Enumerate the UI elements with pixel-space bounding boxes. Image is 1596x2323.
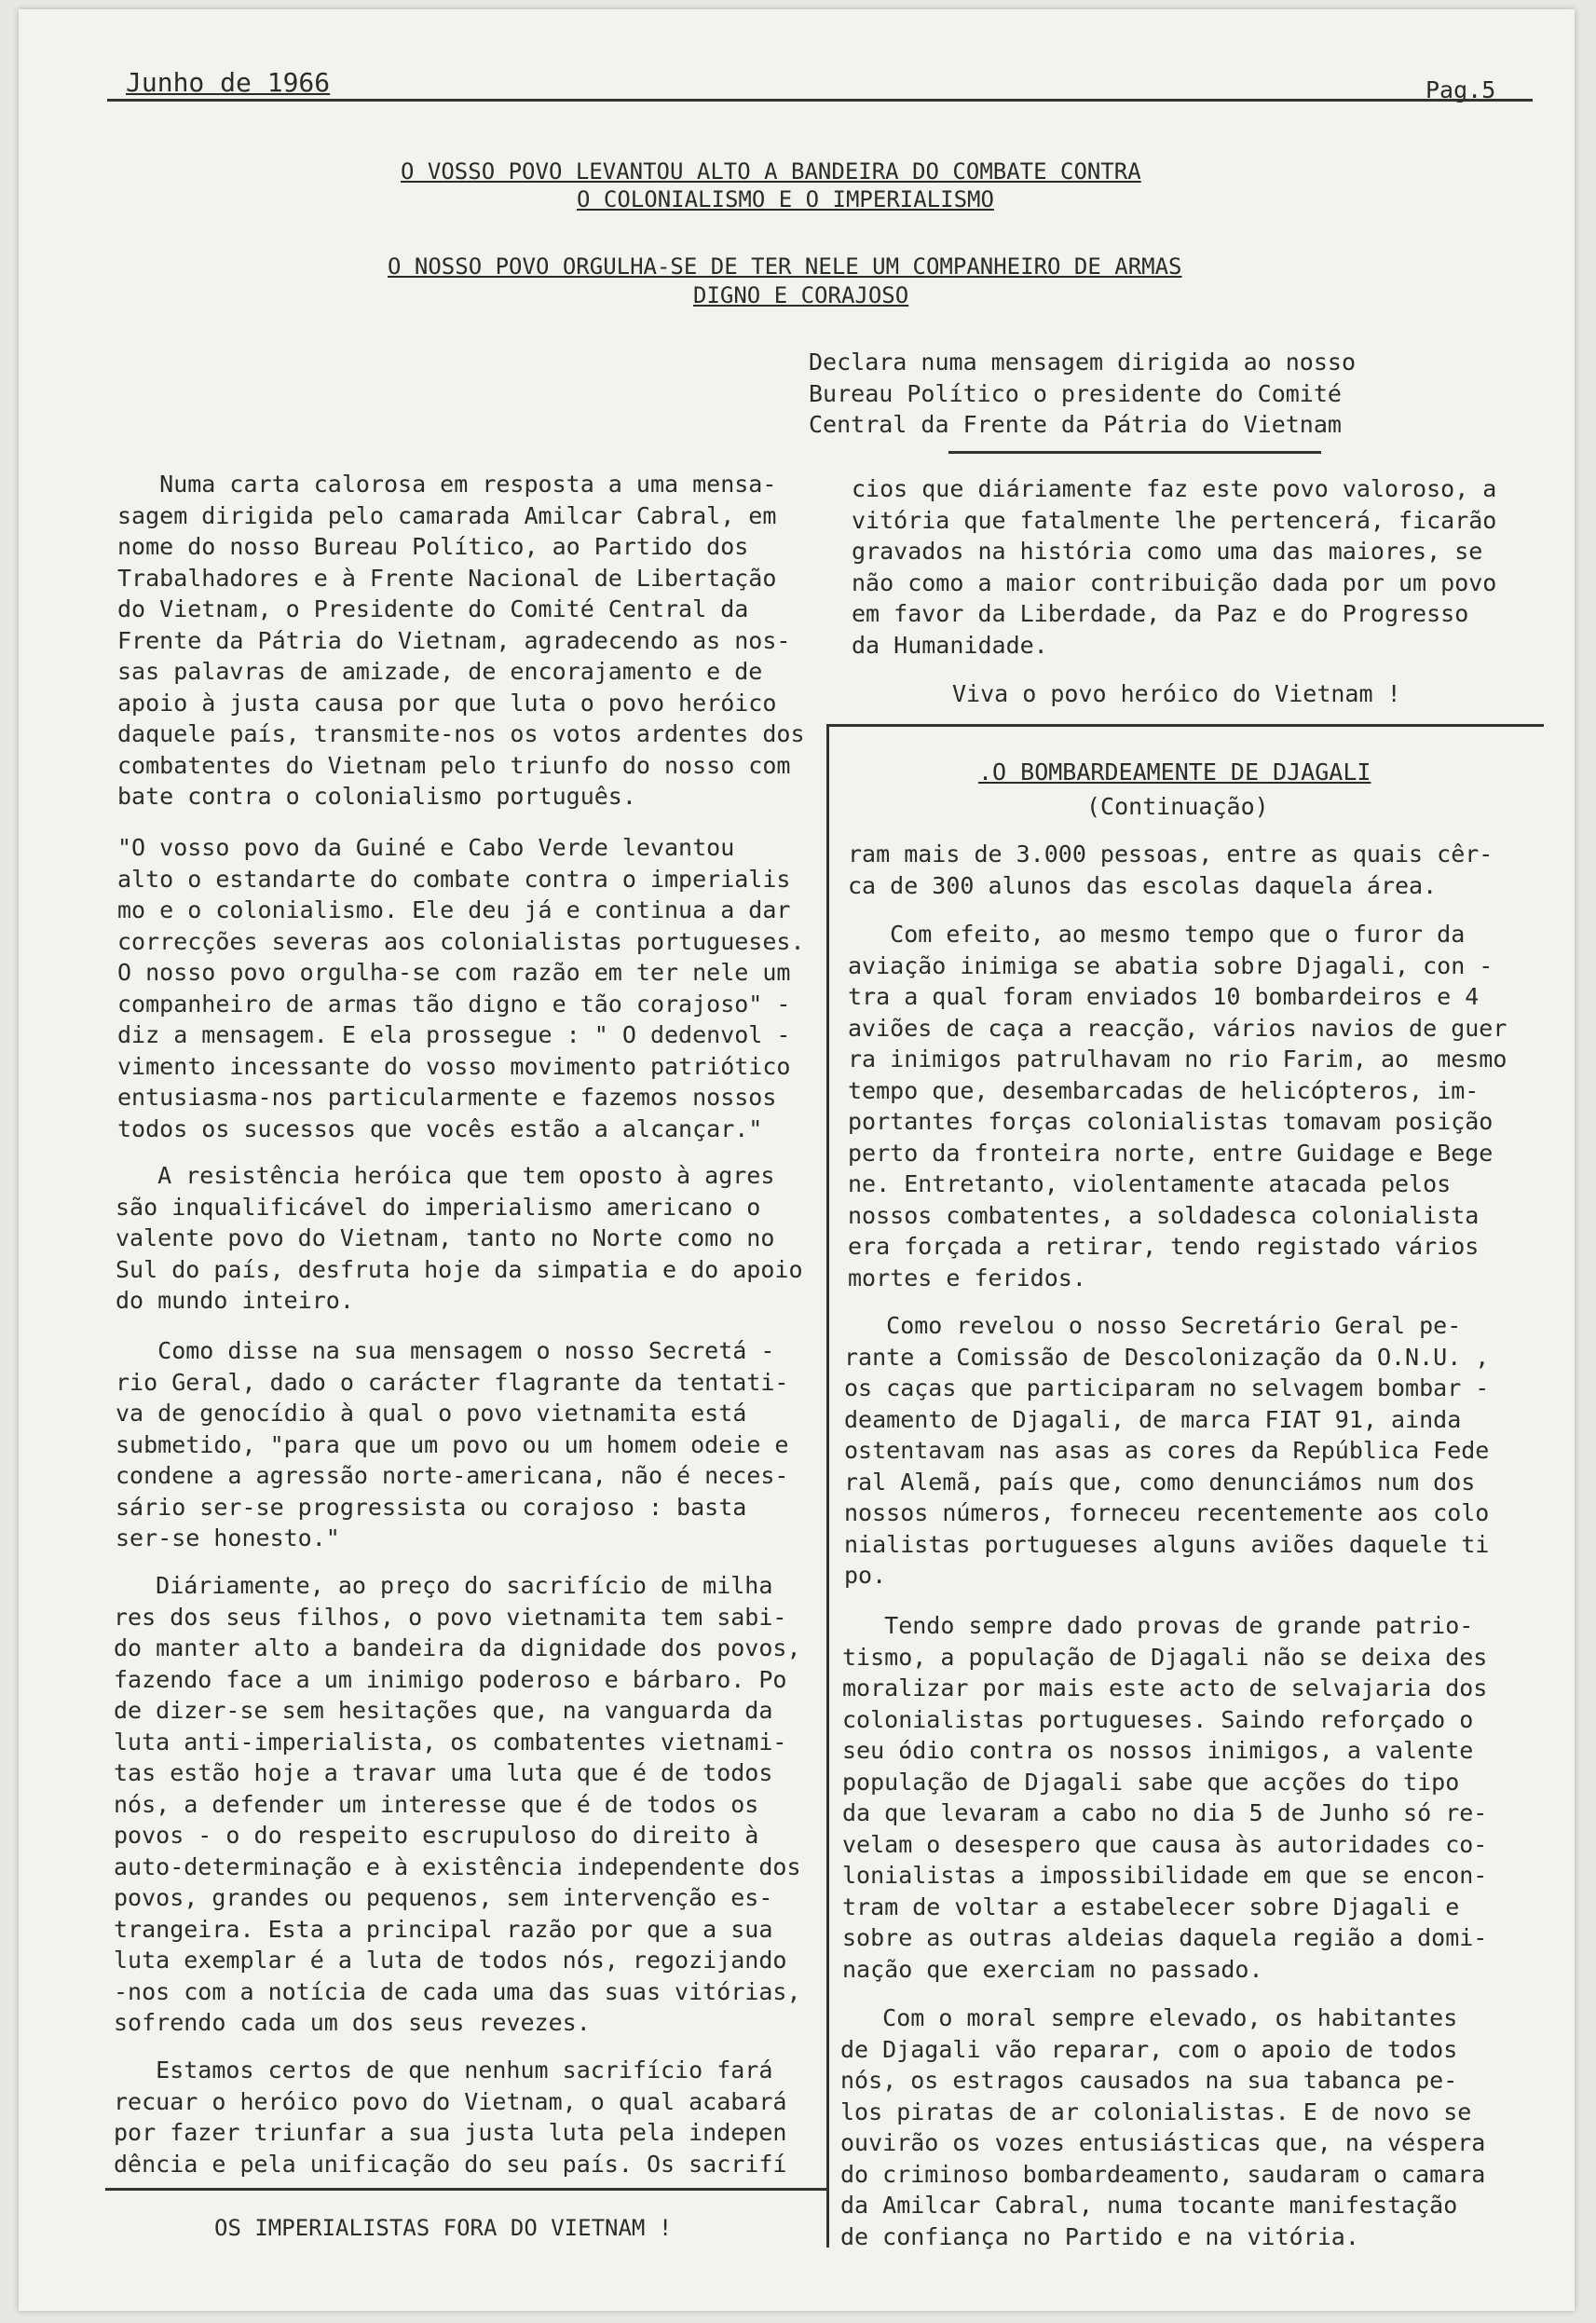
article-paragraph-5: Com o moral sempre elevado, os habitantes de Djagali vão reparar, com o apoio de todos nós, os estragos causados na sua tabanca pe- los piratas de ar colonialistas. E de novo se ouvirão os vozes entusiásticas que, na véspera do criminoso bombardeamento, saudaram o camara da Amilcar Cabral, numa tocante manifestação de confiança no Partido e na vitória. <box>840 2004 1486 2250</box>
viva-slogan: Viva o povo heróico do Vietnam ! <box>952 680 1401 707</box>
header-rule <box>107 99 1533 102</box>
left-paragraph-1: Numa carta calorosa em resposta a uma mensa- sagem dirigida pelo camarada Amilcar Cabral, em nome do nosso Bureau Político, ao Partido dos Trabalhadores e à Frente Nacional de Libertação do Vietnam, o Presidente do Comité Central da Frente da Pátria do Vietnam, agradecendo as nos- sas palavras de amizade, de encorajamento e de apoio à justa causa por que luta o povo heróico daquele país, transmite-nos os votos ardentes dos combatentes do Vietnam pelo triunfo do nosso com bate contra o colonialismo português. <box>117 471 805 810</box>
article-paragraph-3: Como revelou o nosso Secretário Geral pe- rante a Comissão de Descolonização da O.N.U. , os caças que participaram no selvagem bombar - deamento de Djagali, de marca FIAT 91, ainda ostentavam nas asas as cores da República Fede ral Alemã, país que, como denunciámos num dos nossos números, forneceu recentemente aos colo nialistas portugueses alguns aviões daquele ti po. <box>844 1312 1490 1589</box>
article-title: .O BOMBARDEAMENTE DE DJAGALI <box>978 758 1371 786</box>
article-box-top-rule <box>826 724 1544 727</box>
article-paragraph-2: Com efeito, ao mesmo tempo que o furor da aviação inimiga se abatia sobre Djagali, con - tra a qual foram enviados 10 bombardeiros e 4 aviões de caça a reacção, vários navios de guer ra inimigos patrulhavam no rio Farim, ao mesmo tempo que, desembarcadas de helicópteros, im- portantes forças colonialistas tomavam posição perto da fronteira norte, entre Guidage e Bege ne. Entretanto, violentamente atacada pelos nossos combatentes, a soldadesca colonialista era forçada a retirar, tendo registado vários mortes e feridos. <box>848 921 1507 1291</box>
intro-rule <box>948 451 1321 454</box>
column-divider <box>826 724 829 2248</box>
main-headline-line1: O VOSSO POVO LEVANTOU ALTO A BANDEIRA DO COMBATE CONTRA <box>401 158 1141 184</box>
article-paragraph-4: Tendo sempre dado provas de grande patrio- tismo, a população de Djagali não se deixa des moralizar por mais este acto de selvajaria dos colonialistas portugueses. Saindo reforçado o seu ódio contra os nossos inimigos, a valente população de Djagali sabe que acções do tipo da que levaram a cabo no dia 5 de Junho só re- velam o desespero que causa às autoridades co- lonialistas a impossibilidade em que se encon- tram de voltar a estabelecer sobre Djagali e sobre as outras aldeias daquela região a domi- nação que exerciam no passado. <box>842 1612 1488 1983</box>
left-paragraph-2: "O vosso povo da Guiné e Cabo Verde levantou alto o estandarte do combate contra o imperialis mo e o colonialismo. Ele deu já e continua a dar correcções severas aos colonialistas portugueses. O nosso povo orgulha-se com razão em ter nele um companheiro de armas tão digno e tão corajoso" - diz a mensagem. E ela prossegue : " O dedenvol - vimento incessante do vosso movimento patriótico entusiasma-nos particularmente e fazemos nossos todos os sucessos que vocês estão a alcançar." <box>117 834 805 1142</box>
right-paragraph-1: cios que diáriamente faz este povo valoroso, a vitória que fatalmente lhe pertencerá, ficarão gravados na história como uma das maiores, se não como a maior contribuição dada por um povo em favor da Liberdade, da Paz e do Progresso da Humanidade. <box>852 475 1497 659</box>
left-paragraph-6: Estamos certos de que nenhum sacrifício fará recuar o heróico povo do Vietnam, o qual acabará por fazer triunfar a sua justa luta pela indepen dência e pela unificação do seu país. Os sacrifí <box>114 2057 787 2178</box>
page-number: Pag.5 <box>1425 76 1496 103</box>
article-subtitle: (Continuação) <box>1086 793 1269 820</box>
left-footer-rule <box>105 2188 827 2191</box>
intro-text: Declara numa mensagem dirigida ao nosso Bureau Político o presidente do Comité Central da Frente da Pátria do Vietnam <box>809 348 1356 438</box>
main-headline-line2: O COLONIALISMO E O IMPERIALISMO <box>577 186 994 212</box>
left-paragraph-3: A resistência heróica que tem oposto à agres são inqualificável do imperialismo americano o valente povo do Vietnam, tanto no Norte como no Sul do país, desfruta hoje da simpatia e do apoio do mundo inteiro. <box>116 1162 803 1314</box>
sub-headline-line2: DIGNO E CORAJOSO <box>693 282 909 308</box>
left-footer-slogan: OS IMPERIALISTAS FORA DO VIETNAM ! <box>214 2215 673 2241</box>
sub-headline-line1: O NOSSO POVO ORGULHA-SE DE TER NELE UM COMPANHEIRO DE ARMAS <box>388 253 1182 280</box>
left-paragraph-5: Diáriamente, ao preço do sacrifício de milha res dos seus filhos, o povo vietnamita tem sabi- do manter alto a bandeira da dignidade dos povos, fazendo face a um inimigo poderoso e bárbaro. Po de dizer-se sem hesitações que, na vanguarda da luta anti-imperialista, os combatentes vietnami- tas estão hoje a travar uma luta que é de todos nós, a defender um interesse que é de todos os povos - o do respeito escrupuloso do direito à auto-determinação e à existência independente dos povos, grandes ou pequenos, sem intervenção es- trangeira. Esta a principal razão por que a sua luta exemplar é a luta de todos nós, regozijando -nos com a notícia de cada uma das suas vitórias, sofrendo cada um dos seus revezes. <box>114 1572 801 2036</box>
article-paragraph-1: ram mais de 3.000 pessoas, entre as quais cêr- ca de 300 alunos das escolas daquela área. <box>848 840 1494 899</box>
left-paragraph-4: Como disse na sua mensagem o nosso Secretá - rio Geral, dado o carácter flagrante da tentati- va de genocídio à qual o povo vietnamita está submetido, "para que um povo ou um homem odeie e condene a agressão norte-americana, não é neces- sário ser-se progressista ou corajoso : basta ser-se honesto." <box>116 1337 789 1551</box>
issue-date: Junho de 1966 <box>126 67 331 98</box>
